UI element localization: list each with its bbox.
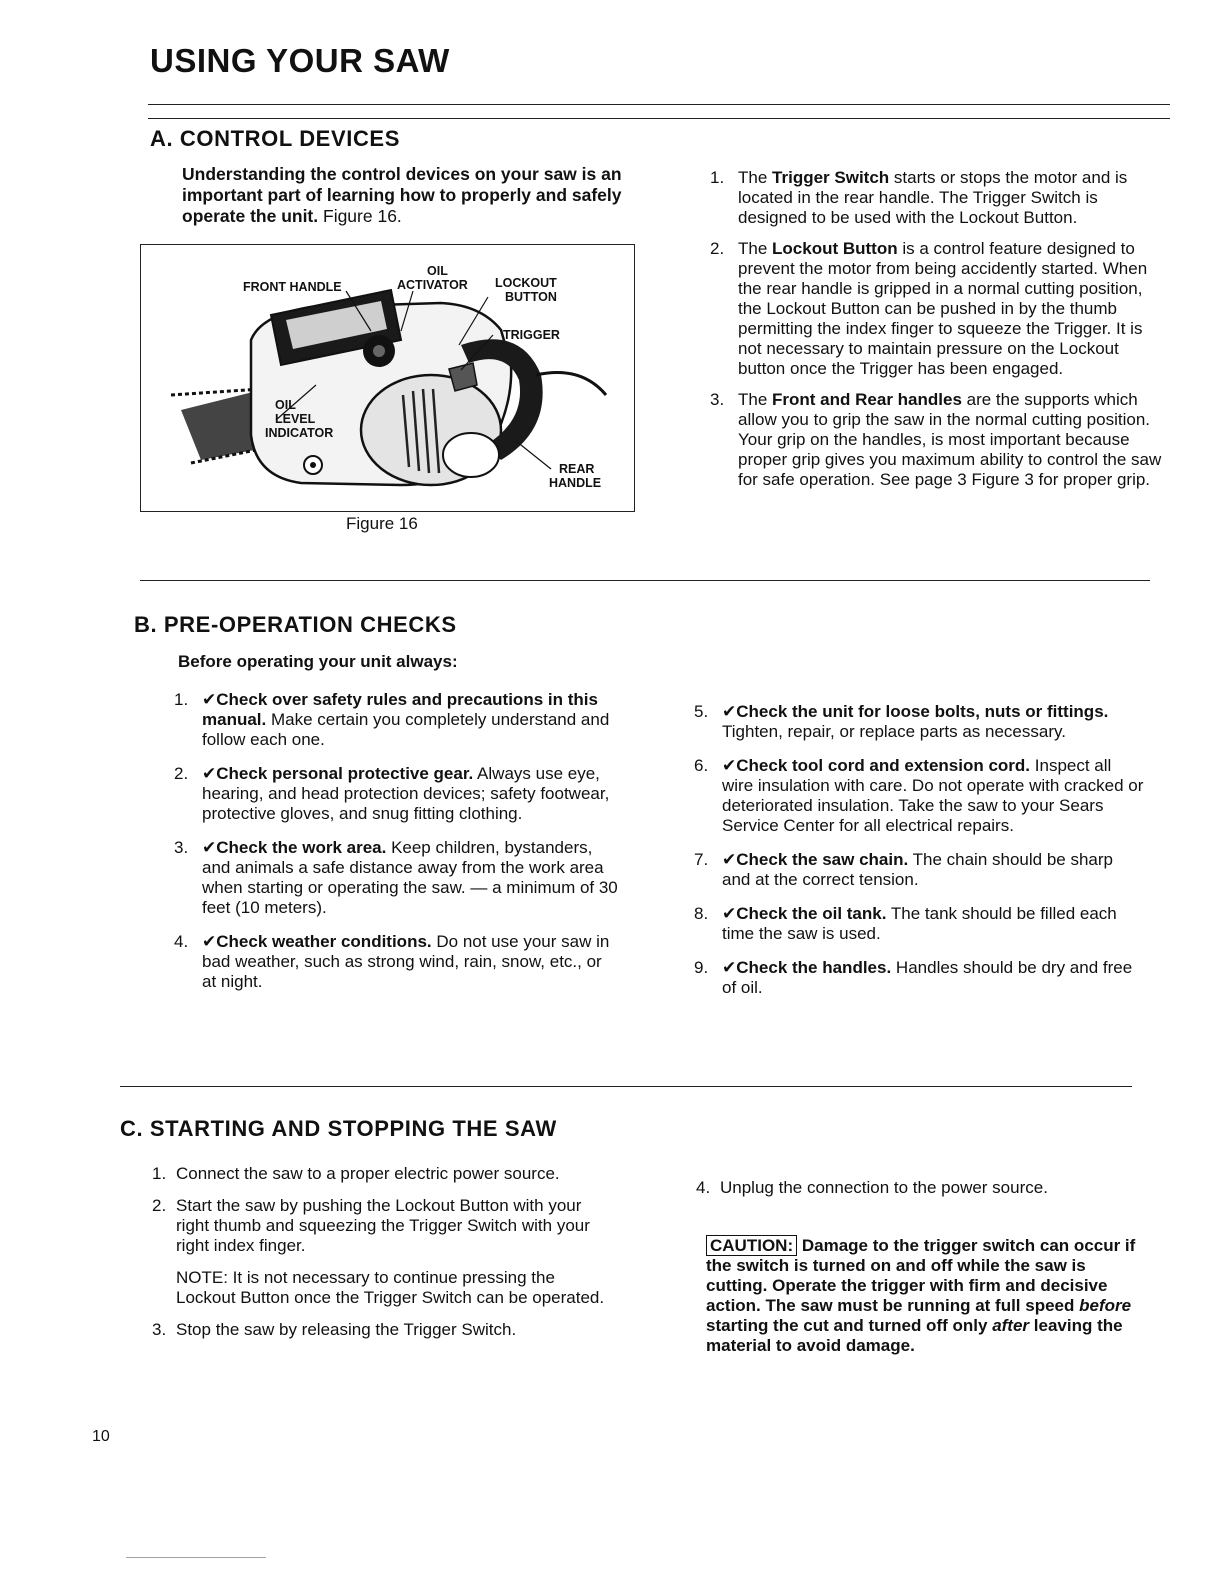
checkmark-icon: ✔	[202, 690, 217, 709]
list-item-text: starts or stops the motor and is located in the rear handle. The Trigger Switch is designed to be used with the Lockout Button.	[738, 168, 1128, 227]
list-item-number: 4.	[696, 1178, 711, 1197]
list-item-number: 1.	[152, 1164, 167, 1183]
caution-emphasis-before: before	[1079, 1296, 1132, 1315]
list-item-text: is a control feature designed to prevent the motor from being accidently started. When the rear handle is gripped in a normal cutting position, the Lockout Button can be pushed in by the thumb permitting the index finger to squeeze the Trigger. It is not necessary to maintain pressure on the Lockout button once the Trigger has been engaged.	[738, 239, 1148, 378]
list-item-term: Trigger Switch	[772, 168, 890, 187]
list-item-text: Start the saw by pushing the Lockout Button with your right thumb and squeezing the Trigger Switch with your right index finger.	[176, 1196, 590, 1255]
page-title: USING YOUR SAW	[150, 42, 450, 79]
checkmark-icon: ✔	[722, 850, 737, 869]
list-item	[710, 168, 1170, 228]
checkmark-icon: ✔	[722, 702, 737, 721]
title-divider	[148, 104, 1170, 105]
label-trigger: TRIGGER	[503, 328, 560, 342]
list-item	[152, 1196, 607, 1256]
section-c-left-column	[152, 1164, 607, 1340]
section-a-intro-figure-ref: Figure 16.	[323, 206, 402, 226]
list-item	[694, 904, 1146, 944]
section-a-intro	[182, 164, 642, 227]
label-oil-level-line3: INDICATOR	[265, 426, 334, 440]
list-item	[694, 850, 1146, 890]
checkmark-icon: ✔	[202, 932, 217, 951]
section-c-heading: C. STARTING AND STOPPING THE SAW	[120, 1116, 557, 1141]
section-a-heading: A. CONTROL DEVICES	[150, 126, 400, 151]
label-oil-level-line1: OIL	[275, 398, 296, 412]
list-item-term: Check the saw chain.	[736, 850, 909, 869]
list-item	[174, 690, 619, 750]
list-item-text: Stop the saw by releasing the Trigger Switch.	[176, 1320, 517, 1339]
section-b-intro: Before operating your unit always:	[178, 652, 458, 671]
list-item-term: Lockout Button	[772, 239, 898, 258]
caution-emphasis-after: after	[992, 1316, 1030, 1335]
list-item-text: Do not use your saw in bad weather, such as strong wind, rain, snow, etc., or at night.	[202, 932, 610, 991]
list-item-prefix: The	[738, 168, 768, 187]
list-item	[174, 838, 619, 918]
list-item	[694, 702, 1146, 742]
list-item-text: Make certain you completely understand and follow each one.	[202, 710, 610, 749]
list-item-term: Check the unit for loose bolts, nuts or fittings.	[736, 702, 1109, 721]
list-item-text: Handles should be dry and free of oil.	[722, 958, 1133, 997]
list-item-number: 6.	[694, 756, 709, 775]
list-item	[694, 756, 1146, 836]
figure-caption: Figure 16	[346, 514, 418, 533]
caution-text-2: starting the cut and turned off only	[706, 1316, 988, 1335]
list-item-text: The tank should be filled each time the saw is used.	[722, 904, 1117, 943]
list-item	[152, 1164, 607, 1184]
checkmark-icon: ✔	[202, 838, 217, 857]
list-item-prefix: The	[738, 239, 768, 258]
label-front-handle: FRONT HANDLE	[243, 280, 342, 294]
caution-text-1: Damage to the trigger switch can occur if the switch is turned on and off while the saw is cutting. Operate the trigger with firm and decisive action. The saw must be running at full speed	[706, 1236, 1136, 1315]
list-item	[710, 390, 1170, 490]
list-item-term: Check over safety rules and precautions in this manual.	[202, 690, 598, 729]
section-a-intro-text: Understanding the control devices on your saw is an important part of learning how to properly and safely operate the unit.	[182, 164, 622, 226]
bottom-edge-mark	[126, 1557, 266, 1558]
list-item-number: 2.	[710, 239, 725, 258]
list-item-number: 2.	[152, 1196, 167, 1215]
list-item-text: Unplug the connection to the power source.	[720, 1178, 1048, 1197]
checkmark-icon: ✔	[722, 904, 737, 923]
list-item-term: Check the oil tank.	[736, 904, 887, 923]
page-number: 10	[92, 1428, 110, 1445]
list-item-text: Keep children, bystanders, and animals a safe distance away from the work area when starting or operating the saw. — a minimum of 30 feet (10 meters).	[202, 838, 618, 917]
caution-text-3: leaving the material to avoid damage.	[706, 1316, 1123, 1355]
section-divider	[120, 1086, 1132, 1087]
checkmark-icon: ✔	[722, 756, 737, 775]
label-oil-activator-line1: OIL	[427, 264, 448, 278]
list-item	[174, 932, 619, 992]
list-item-number: 5.	[694, 702, 709, 721]
section-b-list-right	[694, 702, 1146, 1009]
list-item-text: The chain should be sharp and at the correct tension.	[722, 850, 1113, 889]
list-item-text: are the supports which allow you to grip the saw in the normal cutting position. Your grip on the handles, is most important because proper grip gives you maximum ability to control the saw for safe operation. See page 3 Figure 3 for proper grip.	[738, 390, 1162, 489]
list-item-text: Always use eye, hearing, and head protection devices; safety footwear, protective gloves, and snug fitting clothing.	[202, 764, 610, 823]
list-item-number: 8.	[694, 904, 709, 923]
section-b-list-left	[174, 690, 619, 1003]
list-item	[696, 1178, 1141, 1198]
list-item-term: Check tool cord and extension cord.	[736, 756, 1031, 775]
label-lockout-line2: BUTTON	[505, 290, 557, 304]
caution-notice	[706, 1236, 1141, 1356]
checkmark-icon: ✔	[202, 764, 217, 783]
section-divider	[140, 580, 1150, 581]
list-item-text: Connect the saw to a proper electric power source.	[176, 1164, 560, 1183]
section-a-list	[710, 168, 1170, 501]
list-item	[174, 764, 619, 824]
list-item-term: Check personal protective gear.	[216, 764, 474, 783]
label-oil-activator-line2: ACTIVATOR	[397, 278, 468, 292]
list-item-text: Tighten, repair, or replace parts as necessary.	[722, 722, 1066, 741]
list-item-text: Inspect all wire insulation with care. Do not operate with cracked or deteriorated insulation. Take the saw to your Sears Service Center for all electrical repairs.	[722, 756, 1144, 835]
label-rear-line2: HANDLE	[549, 476, 602, 490]
list-item	[710, 239, 1170, 379]
label-oil-level-line2: LEVEL	[275, 412, 316, 426]
list-item-number: 3.	[152, 1320, 167, 1339]
list-item-number: 7.	[694, 850, 709, 869]
caution-label: CAUTION:	[706, 1235, 797, 1256]
list-item-number: 3.	[710, 390, 725, 409]
figure-16	[140, 244, 635, 512]
section-b-heading: B. PRE-OPERATION CHECKS	[134, 612, 457, 637]
list-item-term: Check the work area.	[216, 838, 387, 857]
list-item-number: 4.	[174, 932, 189, 951]
list-item-number: 1.	[710, 168, 725, 187]
list-item	[694, 958, 1146, 998]
list-item-term: Check weather conditions.	[216, 932, 432, 951]
list-item	[152, 1320, 607, 1340]
list-item-term: Check the handles.	[736, 958, 892, 977]
title-divider-thin	[148, 118, 1170, 119]
list-item-number: 1.	[174, 690, 189, 709]
note: NOTE: It is not necessary to continue pressing the Lockout Button once the Trigger Switch can be operated.	[176, 1268, 605, 1307]
checkmark-icon: ✔	[722, 958, 737, 977]
list-item-number: 3.	[174, 838, 189, 857]
list-item-number: 9.	[694, 958, 709, 977]
list-item-prefix: The	[738, 390, 768, 409]
list-item-number: 2.	[174, 764, 189, 783]
section-c-right-column	[696, 1178, 1141, 1356]
label-lockout-line1: LOCKOUT	[495, 276, 557, 290]
list-item-term: Front and Rear handles	[772, 390, 962, 409]
label-rear-line1: REAR	[559, 462, 595, 476]
